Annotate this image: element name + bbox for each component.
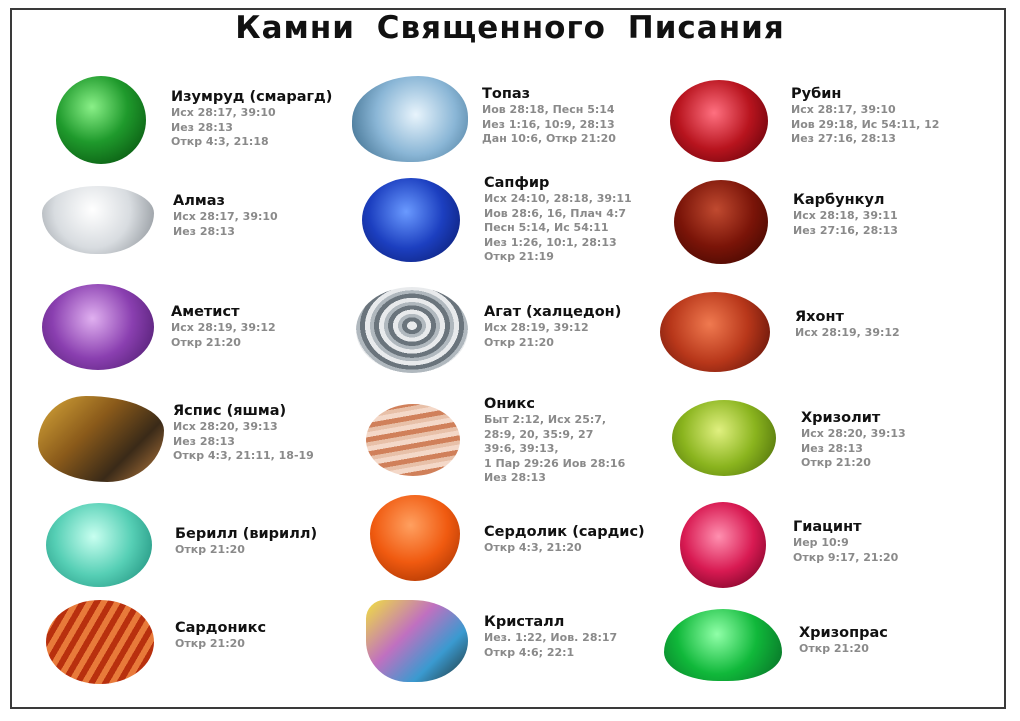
stone-name: Хризопрас (799, 625, 888, 641)
oniks-gem-image (366, 404, 460, 476)
izumrud-gem-image (56, 76, 146, 164)
sardoniks-gem-image (46, 600, 154, 684)
stone-reference: 1 Пар 29:26 Иов 28:16 (484, 456, 626, 470)
stone-reference: Откр 21:19 (484, 250, 554, 263)
stone-name: Гиацинт (793, 519, 862, 535)
stone-reference: Иер 10:9 (793, 536, 849, 549)
stone-reference: Иов 28:6, 16, Плач 4:7 (484, 206, 627, 220)
stone-reference: Исх 28:19, 39:12 (484, 321, 589, 334)
stone-name: Рубин (791, 86, 842, 102)
stone-reference: Откр 21:20 (171, 335, 241, 349)
stone-reference: Исх 28:20, 39:13 (173, 420, 278, 433)
giacint-gem-image (680, 502, 766, 588)
stone-name: Изумруд (смарагд) (171, 89, 333, 105)
stone-reference: Иез 28:13 (173, 224, 235, 238)
stone-reference: Откр 4:6; 22:1 (484, 645, 575, 659)
sapfir-gem-image (362, 178, 460, 262)
stone-reference: Исх 28:18, 39:11 (793, 209, 898, 222)
stone-agat (484, 304, 621, 350)
stone-name: Карбункул (793, 192, 885, 208)
stone-ametist (171, 304, 276, 350)
stone-name: Сапфир (484, 175, 550, 191)
stone-reference: Откр 21:20 (484, 335, 554, 349)
stone-reference: Быт 2:12, Исх 25:7, (484, 413, 607, 426)
stone-reference: 28:9, 20, 35:9, 27 (484, 427, 594, 441)
karbunkul-gem-image (674, 180, 768, 264)
stone-reference: Откр 21:20 (175, 543, 245, 556)
stone-reference: Исх 28:19, 39:12 (171, 321, 276, 334)
stone-name: Аметист (171, 304, 240, 320)
stone-kristall (484, 614, 617, 660)
stone-giacint (793, 519, 898, 565)
stone-reference: Откр 4:3, 21:11, 18-19 (173, 449, 314, 462)
stone-sapfir (484, 175, 632, 265)
kristall-gem-image (366, 600, 468, 682)
ametist-gem-image (42, 284, 154, 370)
stone-reference: Иез. 1:22, Иов. 28:17 (484, 631, 618, 644)
stone-name: Топаз (482, 86, 531, 102)
stone-name: Кристалл (484, 614, 565, 630)
yahont-gem-image (660, 292, 770, 372)
stone-name: Алмаз (173, 193, 225, 209)
stone-reference: Иов 29:18, Ис 54:11, 12 (791, 117, 940, 131)
stone-reference: Иез 28:13 (171, 120, 233, 134)
stone-reference: Откр 21:20 (801, 456, 871, 469)
stone-reference: Откр 4:3, 21:20 (484, 541, 582, 554)
stone-name: Сердолик (сардис) (484, 524, 645, 540)
stone-name: Яспис (яшма) (173, 403, 287, 419)
stone-yahont (795, 309, 900, 341)
agat-gem-image (356, 287, 468, 373)
stone-oniks (484, 396, 625, 486)
stone-reference: Исх 28:17, 39:10 (171, 106, 276, 119)
stone-name: Яхонт (795, 309, 844, 325)
stone-reference: Иез 27:16, 28:13 (793, 223, 898, 237)
stone-sardoniks (175, 620, 266, 652)
stone-reference: Откр 21:20 (175, 637, 245, 650)
stone-hrizopras (799, 625, 888, 657)
stone-name: Берилл (вирилл) (175, 526, 318, 542)
stone-izumrud (171, 89, 332, 150)
stone-berill (175, 526, 317, 558)
stone-reference: Исх 24:10, 28:18, 39:11 (484, 192, 632, 205)
rubin-gem-image (670, 80, 768, 162)
hrizolit-gem-image (672, 400, 776, 476)
stone-serdolik (484, 524, 645, 556)
stone-reference: Иез 1:26, 10:1, 28:13 (484, 235, 617, 249)
stone-reference: Иез 28:13 (173, 434, 235, 448)
stone-reference: Исх 28:17, 39:10 (173, 210, 278, 223)
stone-hrizolit (801, 410, 906, 471)
stone-yashma (173, 403, 314, 464)
stone-reference: Откр 21:20 (799, 642, 869, 655)
stone-topaz (482, 86, 616, 147)
stone-reference: Иез 28:13 (484, 471, 546, 484)
stone-reference: Иез 1:16, 10:9, 28:13 (482, 117, 615, 131)
stone-reference: Исх 28:20, 39:13 (801, 427, 906, 440)
berill-gem-image (46, 503, 152, 587)
poster-title: Камни Священного Писания (235, 10, 785, 46)
stone-reference: Песн 5:14, Ис 54:11 (484, 221, 609, 234)
stone-name: Сардоникс (175, 620, 267, 636)
stone-reference: Иез 28:13 (801, 441, 863, 455)
stone-name: Агат (халцедон) (484, 304, 622, 320)
stone-name: Оникс (484, 396, 535, 412)
stone-reference: Исх 28:19, 39:12 (795, 326, 900, 339)
stone-almaz (173, 193, 278, 239)
stone-reference: Иез 27:16, 28:13 (791, 132, 896, 145)
stone-reference: Откр 9:17, 21:20 (793, 550, 899, 564)
stone-karbunkul (793, 192, 898, 238)
stone-reference: Исх 28:17, 39:10 (791, 103, 896, 116)
stone-reference: Иов 28:18, Песн 5:14 (482, 103, 615, 116)
stone-reference: Откр 4:3, 21:18 (171, 135, 269, 148)
stone-reference: 39:6, 39:13, (484, 442, 559, 455)
stone-reference: Дан 10:6, Откр 21:20 (482, 132, 616, 145)
stone-rubin (791, 86, 939, 147)
stone-name: Хризолит (801, 410, 881, 426)
